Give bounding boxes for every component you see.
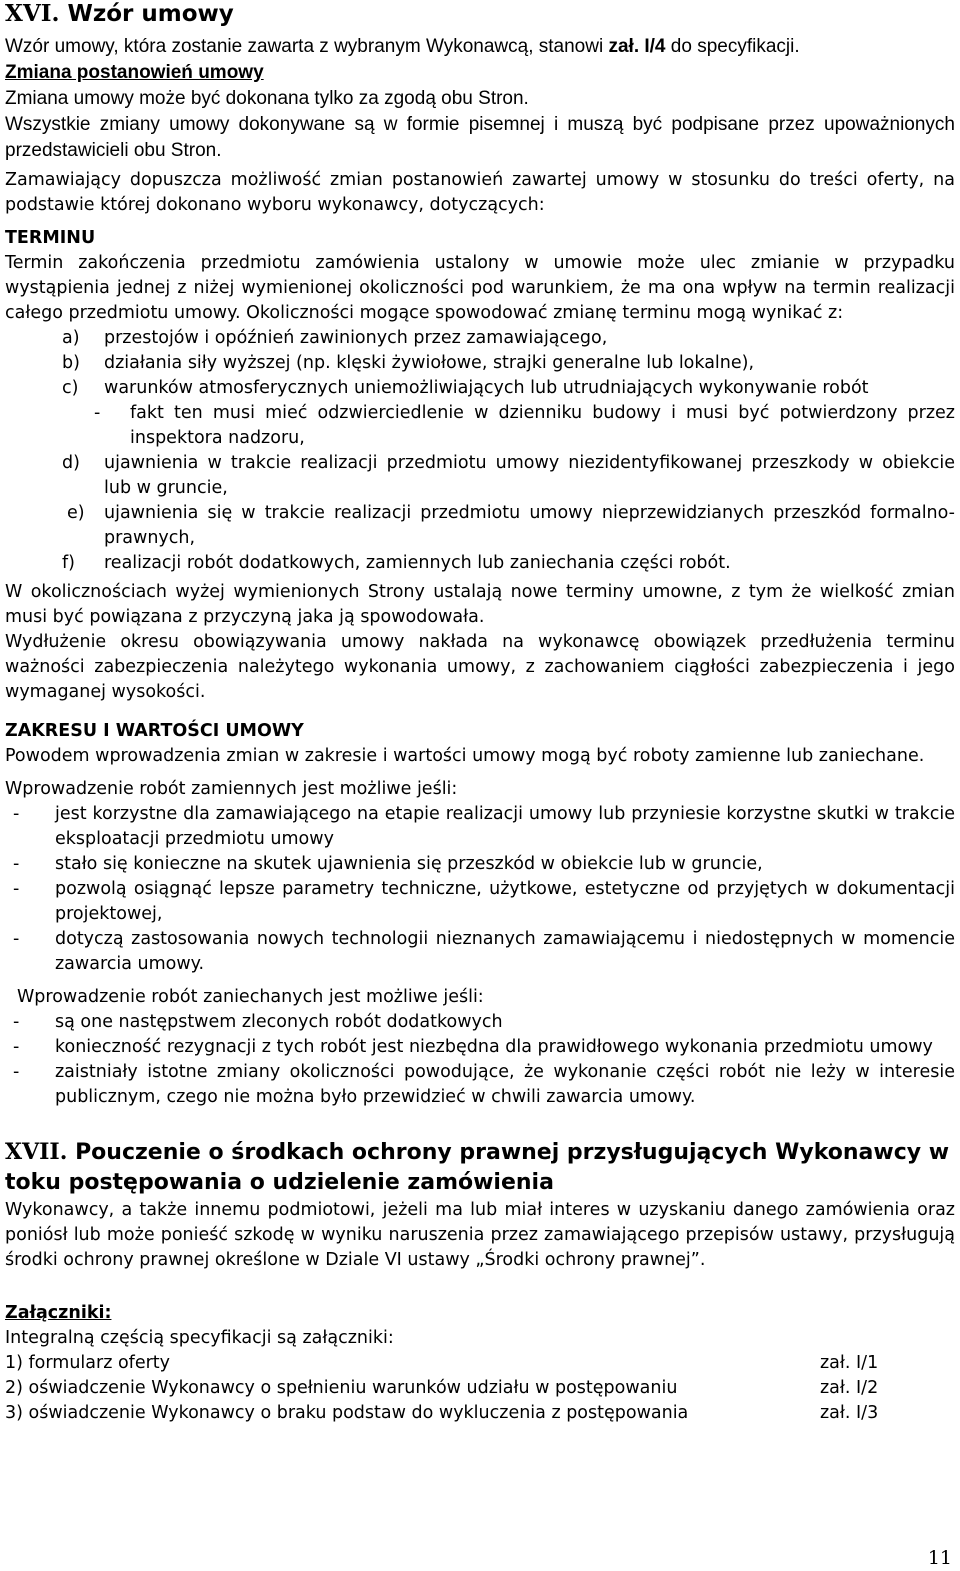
attachments-list [5,1351,955,1426]
termin-list-cont [5,451,955,576]
section-16-arial-block [5,34,955,164]
list-item: - są one następstwem zleconych robót dodatkowych [13,1012,503,1032]
list-item: f) realizacji robót dodatkowych, zamiennych lub zaniechania części robót. [62,553,731,573]
page-number: 11 [927,1547,952,1569]
change-heading: Zmiana postanowień umowy [5,62,264,83]
termin-paragraph-3: Wydłużenie okresu obowiązywania umowy nakłada na wykonawcę obowiązek przedłużenia terminu ważności zabezpieczenia należytego wykonania umowy, z zachowaniem ciągłości zabezpieczenia i jego wymaganej wysokości. [5,632,955,702]
list-item: - konieczność rezygnacji z tych robót jest niezbędna dla prawidłowego wykonania przedmiotu umowy [13,1037,933,1057]
list-item: - pozwolą osiągnąć lepsze parametry techniczne, użytkowe, estetyczne od przyjętych w dokumentacji projektowej, [13,879,955,924]
zakres-heading: ZAKRESU I WARTOŚCI UMOWY [5,721,304,741]
change-paragraph-2: Wszystkie zmiany umowy dokonywane są w formie pisemnej i muszą być podpisane przez upoważnionych przedstawicieli obu Stron. [5,114,955,161]
list-item: b) działania siły wyższej (np. klęski żywiołowe, strajki generalne lub lokalne), [62,353,755,373]
document-content [5,0,955,1426]
section-17-body: Wykonawcy, a także innemu podmiotowi, jeżeli ma lub miał interes w uzyskaniu danego zamówienia oraz poniósł lub może ponieść szkodę w wyniku naruszenia przez zamawiającego przepisów ustawy, przysługują środki ochrony prawnej określone w Dziale VI ustawy „Środki ochrony prawnej”. [5,1200,955,1270]
zakres-paragraph: Powodem wprowadzenia zmian w zakresie i wartości umowy mogą być roboty zamienne lub zaniechane. [5,746,925,766]
zaniechane-intro: Wprowadzenie robót zaniechanych jest możliwe jeśli: [17,987,484,1007]
list-item: - dotyczą zastosowania nowych technologii nieznanych zamawiającemu i niedostępnych w momencie zawarcia umowy. [13,929,955,974]
section-16-title: Wzór umowy [67,1,234,27]
list-item: - jest korzystne dla zamawiającego na etapie realizacji umowy lub przyniesie korzystne skutki w trakcie eksploatacji przedmiotu umowy [13,804,955,849]
intro-attachment-ref: zał. I/4 [608,36,666,57]
section-17-title: Pouczenie o środkach ochrony prawnej przysługujących Wykonawcy w toku postępowania o udzielenie zamówienia [5,1140,950,1195]
termin-paragraph: Termin zakończenia przedmiotu zamówienia ustalony w umowie może ulec zmianie w przypadku wystąpienia jednej z niżej wymienionej okoliczności pod warunkiem, że ma ona wpływ na termin realizacji całego przedmiotu umowy. Okoliczności mogące spowodować zmianę terminu mogą wynikać z: [5,253,955,323]
intro-paragraph [5,34,955,60]
zamienne-list [5,802,955,977]
termin-paragraph-2: W okolicznościach wyżej wymienionych Strony ustalają nowe terminy umowne, z tym że wielkość zmian musi być powiązana z przyczyną jaka ją spowodowała. [5,582,955,627]
list-item: a) przestojów i opóźnień zawinionych przez zamawiającego, [62,328,608,348]
section-16-number: XVI. [5,0,60,27]
list-item: 2) oświadczenie Wykonawcy o spełnieniu warunków udziału w postępowaniu zał. I/2 [5,1378,879,1398]
zaniechane-list [5,1010,955,1110]
section-17-number: XVII. [5,1139,68,1165]
termin-sub-item: - fakt ten musi mieć odzwierciedlenie w dzienniku budowy i musi być potwierdzony przez inspektora nadzoru, [94,403,955,448]
section-17-heading [5,1137,955,1198]
list-item: d) ujawnienia w trakcie realizacji przedmiotu umowy niezidentyfikowanej przeszkody w obiekcie lub w gruncie, [62,453,955,498]
attachments-heading: Załączniki: [5,1303,112,1323]
list-item: c) warunków atmosferycznych uniemożliwiających lub utrudniających wykonywanie robót [62,378,869,398]
list-item: 1) formularz oferty zał. I/1 [5,1353,879,1373]
list-item: - stało się konieczne na skutek ujawnienia się przeszkód w obiekcie lub w gruncie, [13,854,763,874]
list-item: - zaistniały istotne zmiany okoliczności powodujące, że wykonanie części robót nie leży w interesie publicznym, czego nie można było przewidzieć w chwili zawarcia umowy. [13,1062,955,1107]
termin-heading: TERMINU [5,228,96,248]
list-item: 3) oświadczenie Wykonawcy o braku podstaw do wykluczenia z postępowania zał. I/3 [5,1403,879,1423]
zamienne-intro: Wprowadzenie robót zamiennych jest możliwe jeśli: [5,779,458,799]
change-paragraph-1: Zmiana umowy może być dokonana tylko za zgodą obu Stron. [5,88,529,109]
allow-paragraph: Zamawiający dopuszcza możliwość zmian postanowień zawartej umowy w stosunku do treści oferty, na podstawie której dokonano wyboru wykonawcy, dotyczących: [5,170,955,215]
intro-end: do specyfikacji. [665,36,800,57]
termin-list [5,326,955,401]
list-item: e) ujawnienia się w trakcie realizacji przedmiotu umowy nieprzewidzianych przeszkód formalno-prawnych, [67,503,955,548]
attachments-intro: Integralną częścią specyfikacji są załączniki: [5,1328,394,1348]
intro-text: Wzór umowy, która zostanie zawarta z wybranym Wykonawcą, stanowi [5,36,609,57]
section-16-heading [5,0,955,28]
